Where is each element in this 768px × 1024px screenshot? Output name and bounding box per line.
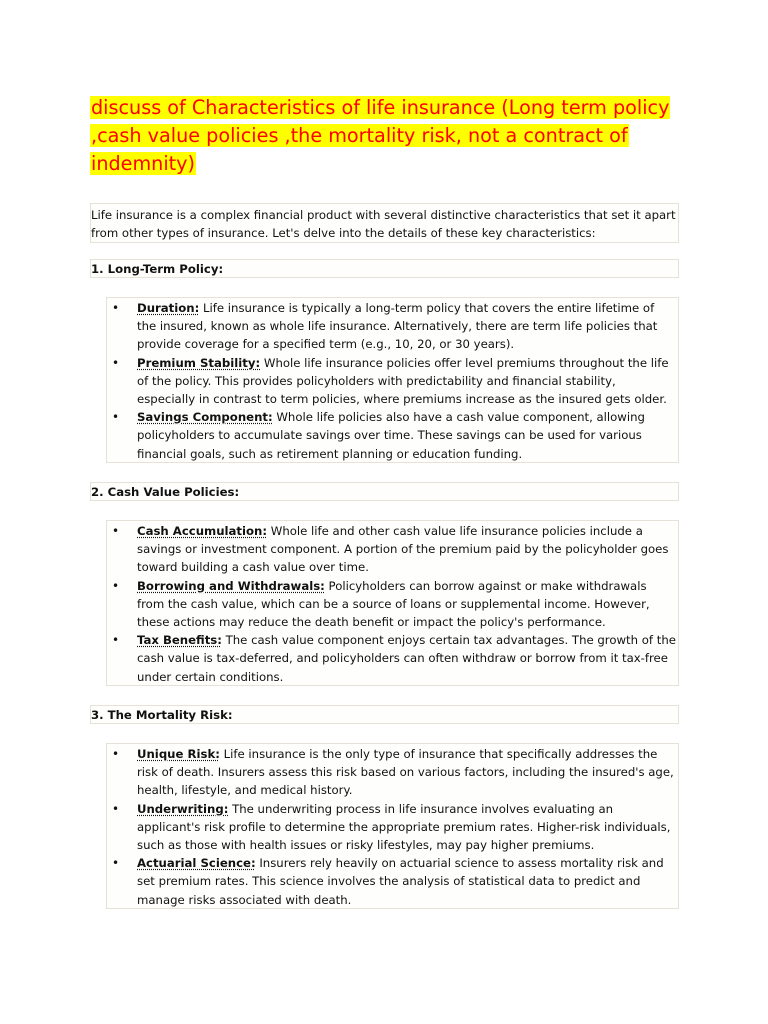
list-item	[107, 408, 678, 463]
list-item-term: Savings Component:	[137, 410, 273, 425]
list-item-text: Whole life policies also have a cash value component, allowing policyholders to accumulate savings over time. These savings can be used for various financial goals, such as retirement planning or education funding.	[137, 410, 645, 461]
list-item	[107, 631, 678, 686]
list-item	[107, 299, 678, 354]
section-heading-mortality-risk	[90, 705, 679, 724]
list-item-term: Tax Benefits:	[137, 633, 222, 648]
section-heading-text: 1. Long-Term Policy:	[91, 262, 224, 276]
list-item-term: Duration:	[137, 301, 200, 315]
list-item-term: Cash Accumulation:	[137, 524, 268, 538]
intro-paragraph: Life insurance is a complex financial product with several distinctive characteristics that set it apart from other types of insurance. Let's delve into the details of these key characteristics:	[90, 203, 679, 243]
list-item-text: Whole life insurance policies offer level premiums throughout the life of the policy. This provides policyholders with predictability and financial stability, especially in contrast to term policies, where premiums increase as the insured gets older.	[137, 355, 669, 407]
document-title-text: discuss of Characteristics of life insurance (Long term policy ,cash value policies ,the mortality risk, not a contract of indemnity)	[91, 96, 670, 175]
list-item-term: Premium Stability:	[137, 355, 261, 370]
list-item	[107, 800, 678, 855]
section-list-mortality-risk	[106, 743, 679, 909]
section-list-cash-value-policies	[106, 520, 679, 686]
list-item	[107, 745, 678, 800]
section-heading-text: 2. Cash Value Policies:	[91, 485, 240, 499]
section-heading-long-term-policy	[90, 259, 679, 278]
list-item-text: The underwriting process in life insurance involves evaluating an applicant's risk profile to determine the appropriate premium rates. Higher-risk individuals, such as those with health issues or risky lifestyles, may pay higher premiums.	[137, 801, 671, 853]
list-item	[107, 577, 678, 632]
section-list-long-term-policy	[106, 297, 679, 463]
list-item	[107, 854, 678, 909]
list-item-term: Actuarial Science:	[137, 856, 256, 871]
section-heading-cash-value-policies	[90, 482, 679, 501]
list-item-term: Unique Risk:	[137, 747, 220, 761]
list-item-term: Borrowing and Withdrawals:	[137, 578, 325, 593]
document-title	[90, 94, 690, 178]
list-item-text: Insurers rely heavily on actuarial science to assess mortality risk and set premium rates. This science involves the analysis of statistical data to predict and manage risks associated with death.	[137, 856, 664, 907]
list-item-text: Whole life and other cash value life insurance policies include a savings or investment component. A portion of the premium paid by the policyholder goes toward building a cash value over time.	[137, 524, 669, 575]
section-heading-text: 3. The Mortality Risk:	[91, 708, 233, 722]
list-item-text: Policyholders can borrow against or make withdrawals from the cash value, which can be a source of loans or supplemental income. However, these actions may reduce the death benefit or impact the policy's performance.	[137, 578, 650, 630]
list-item	[107, 354, 678, 409]
list-item-term: Underwriting:	[137, 801, 229, 816]
list-item-text: Life insurance is typically a long-term policy that covers the entire lifetime of the insured, known as whole life insurance. Alternatively, there are term life policies that provide coverage for a specified term (e.g., 10, 20, or 30 years).	[137, 301, 658, 352]
list-item-text: Life insurance is the only type of insurance that specifically addresses the risk of death. Insurers assess this risk based on various factors, including the insured's age, health, lifestyle, and medical history.	[137, 747, 674, 798]
list-item	[107, 522, 678, 577]
list-item-text: The cash value component enjoys certain tax advantages. The growth of the cash value is tax-deferred, and policyholders can often withdraw or borrow from it tax-free under certain conditions.	[137, 633, 676, 684]
